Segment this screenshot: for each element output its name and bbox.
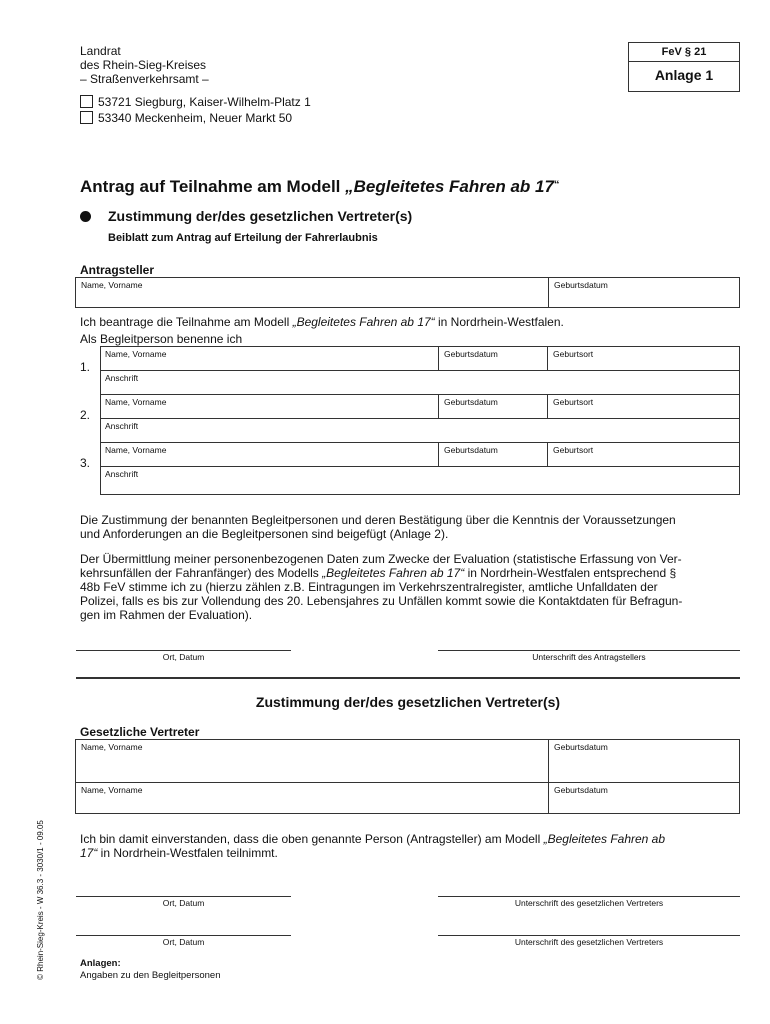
consent-p2-line-2b: in Nordrhein-Westfalen entsprechend § — [464, 566, 677, 580]
companion-1-dob-label: Geburtsdatum — [444, 349, 498, 359]
companion-2-pob-field[interactable] — [548, 395, 739, 418]
consent-p2-line-1: Der Übermittlung meiner personenbezogenen Daten zum Zwecke der Evaluation (statistische Erfassung von Ver- — [80, 552, 682, 566]
legal-reps-heading: Gesetzliche Vertreter — [80, 725, 200, 739]
legal-rep-1-signature-line[interactable] — [438, 896, 740, 897]
legal-rep-1-dob-label: Geburtsdatum — [554, 742, 608, 752]
companion-2-name-label: Name, Vorname — [105, 397, 167, 407]
applicant-dob-field[interactable] — [549, 278, 739, 307]
consent-p2-line-4: Polizei, falls es bis zur Vollendung des 20. Lebensjahres zu Unfällen kommt sowie die Kontaktdaten für Befragun- — [80, 594, 683, 608]
reference-divider — [629, 61, 739, 62]
consent-paragraph-2 — [80, 552, 682, 622]
companion-1-pob-field[interactable] — [548, 347, 739, 370]
applicant-name-field[interactable] — [76, 278, 548, 307]
companion-2-address-field[interactable] — [101, 419, 739, 442]
form-title — [80, 177, 559, 197]
applicant-dob-label: Geburtsdatum — [554, 280, 608, 290]
form-subtitle-2: Beiblatt zum Antrag auf Erteilung der Fahrerlaubnis — [108, 232, 378, 244]
companion-3-address-field[interactable] — [101, 467, 739, 494]
agreement-line-1 — [80, 832, 665, 846]
agreement-line-2b: in Nordrhein-Westfalen teilnimmt. — [97, 846, 278, 860]
form-title-model: Begleitetes Fahren ab 17 — [353, 177, 554, 196]
consent-p2-line-3: 48b FeV stimme ich zu (hierzu zählen z.B. Eintragungen im Verkehrszentralregister, amtliche Unfalldaten der — [80, 580, 658, 594]
applicant-place-date-line[interactable] — [76, 650, 291, 651]
agreement-line-1a: Ich bin damit einverstanden, dass die oben genannte Person (Antragsteller) am Modell — [80, 832, 544, 846]
agreement-model-2: 17“ — [80, 846, 98, 860]
legal-rep-1-dob-field[interactable] — [549, 740, 739, 782]
consent-p2-model: „Begleitetes Fahren ab 17“ — [322, 566, 465, 580]
applicant-fields — [75, 277, 740, 308]
reference-regulation: FeV § 21 — [661, 46, 707, 58]
legal-rep-2-place-date-line[interactable] — [76, 935, 291, 936]
office-siegburg-label: 53721 Siegburg, Kaiser-Wilhelm-Platz 1 — [98, 95, 311, 109]
form-title-prefix: Antrag auf Teilnahme am Modell — [80, 177, 346, 196]
form-subtitle: Zustimmung der/des gesetzlichen Vertreter(s) — [108, 208, 413, 224]
companion-3-pob-field[interactable] — [548, 443, 739, 466]
applicant-place-date-label: Ort, Datum — [162, 652, 205, 662]
consent-paragraph-1 — [80, 513, 676, 541]
legal-reps-fields — [75, 739, 740, 814]
legal-rep-1-signature-label: Unterschrift des gesetzlichen Vertreters — [514, 898, 664, 908]
form-title-close-quote: “ — [553, 179, 560, 191]
companions-table — [100, 346, 740, 495]
form-title-open-quote: „ — [345, 177, 354, 196]
legal-rep-2-dob-label: Geburtsdatum — [554, 785, 608, 795]
companion-1-number: 1. — [80, 360, 91, 374]
office-siegburg-checkbox[interactable] — [80, 95, 93, 108]
request-part-1: Ich beantrage die Teilnahme am Modell — [80, 315, 293, 329]
office-meckenheim-label: 53340 Meckenheim, Neuer Markt 50 — [98, 111, 293, 125]
reference-annex: Anlage 1 — [654, 67, 714, 83]
companion-2-dob-label: Geburtsdatum — [444, 397, 498, 407]
request-part-2: in Nordrhein-Westfalen. — [434, 315, 564, 329]
section-divider — [76, 677, 740, 679]
legal-rep-2-signature-label: Unterschrift des gesetzlichen Vertreters — [514, 937, 664, 947]
attachments-label: Anlagen: — [80, 958, 121, 969]
attachments-item: Angaben zu den Begleitpersonen — [80, 970, 221, 981]
authority-line-3: – Straßenverkehrsamt – — [80, 72, 209, 86]
authority-name — [80, 44, 209, 86]
companion-1-pob-label: Geburtsort — [553, 349, 594, 359]
legal-rep-1-name-field[interactable] — [76, 740, 548, 782]
bullet-icon — [80, 211, 91, 222]
companion-3-name-field[interactable] — [101, 443, 438, 466]
companion-3-dob-label: Geburtsdatum — [444, 445, 498, 455]
companion-3-name-label: Name, Vorname — [105, 445, 167, 455]
authority-line-1: Landrat — [80, 44, 121, 58]
consent-p1-line-2: und Anforderungen an die Begleitpersonen sind beigefügt (Anlage 2). — [80, 527, 449, 541]
companion-3-number: 3. — [80, 456, 91, 470]
companion-3-pob-label: Geburtsort — [553, 445, 594, 455]
legal-rep-1-place-date-label: Ort, Datum — [162, 898, 205, 908]
companion-1-address-field[interactable] — [101, 371, 739, 394]
companions-intro: Als Begleitperson benenne ich — [80, 332, 243, 346]
office-meckenheim-checkbox[interactable] — [80, 111, 93, 124]
copyright-side-note: © Rhein-Sieg-Kreis - W 36.3 - 3030/1 - 09.05 — [36, 820, 45, 980]
applicant-signature-label: Unterschrift des Antragstellers — [532, 652, 646, 662]
companion-1-name-field[interactable] — [101, 347, 438, 370]
companion-2-dob-field[interactable] — [439, 395, 547, 418]
agreement-model-1: „Begleitetes Fahren ab — [543, 832, 666, 846]
companion-3-dob-field[interactable] — [439, 443, 547, 466]
companion-1-dob-field[interactable] — [439, 347, 547, 370]
legal-rep-2-name-field[interactable] — [76, 783, 548, 813]
agreement-line-2 — [80, 846, 665, 860]
reference-box — [628, 42, 740, 92]
applicant-name-label: Name, Vorname — [81, 280, 143, 290]
request-statement — [80, 315, 564, 329]
applicant-signature-line[interactable] — [438, 650, 740, 651]
companion-2-pob-label: Geburtsort — [553, 397, 594, 407]
request-model: „Begleitetes Fahren ab 17“ — [292, 315, 435, 329]
companion-1-name-label: Name, Vorname — [105, 349, 167, 359]
applicant-heading: Antragsteller — [80, 263, 155, 277]
consent-p1-line-1: Die Zustimmung der benannten Begleitpersonen und deren Bestätigung über die Kenntnis der Voraussetzungen — [80, 513, 676, 527]
legal-rep-2-name-label: Name, Vorname — [81, 785, 143, 795]
companion-3-address-label: Anschrift — [105, 469, 139, 479]
companion-2-number: 2. — [80, 408, 91, 422]
consent-p2-line-2 — [80, 566, 682, 580]
authority-line-2: des Rhein-Sieg-Kreises — [80, 58, 207, 72]
legal-rep-1-name-label: Name, Vorname — [81, 742, 143, 752]
legal-rep-1-place-date-line[interactable] — [76, 896, 291, 897]
consent-p2-line-5: gen im Rahmen der Evaluation). — [80, 608, 253, 622]
companion-2-address-label: Anschrift — [105, 421, 139, 431]
companion-1-address-label: Anschrift — [105, 373, 139, 383]
legal-rep-2-place-date-label: Ort, Datum — [162, 937, 205, 947]
section-2-title: Zustimmung der/des gesetzlichen Vertreter(s) — [255, 694, 561, 710]
companion-2-name-field[interactable] — [101, 395, 438, 418]
consent-p2-line-2a: kehrsunfällen der Fahranfänger) des Modells — [80, 566, 323, 580]
legal-rep-2-signature-line[interactable] — [438, 935, 740, 936]
agreement-statement — [80, 832, 665, 860]
legal-rep-2-dob-field[interactable] — [549, 783, 739, 813]
